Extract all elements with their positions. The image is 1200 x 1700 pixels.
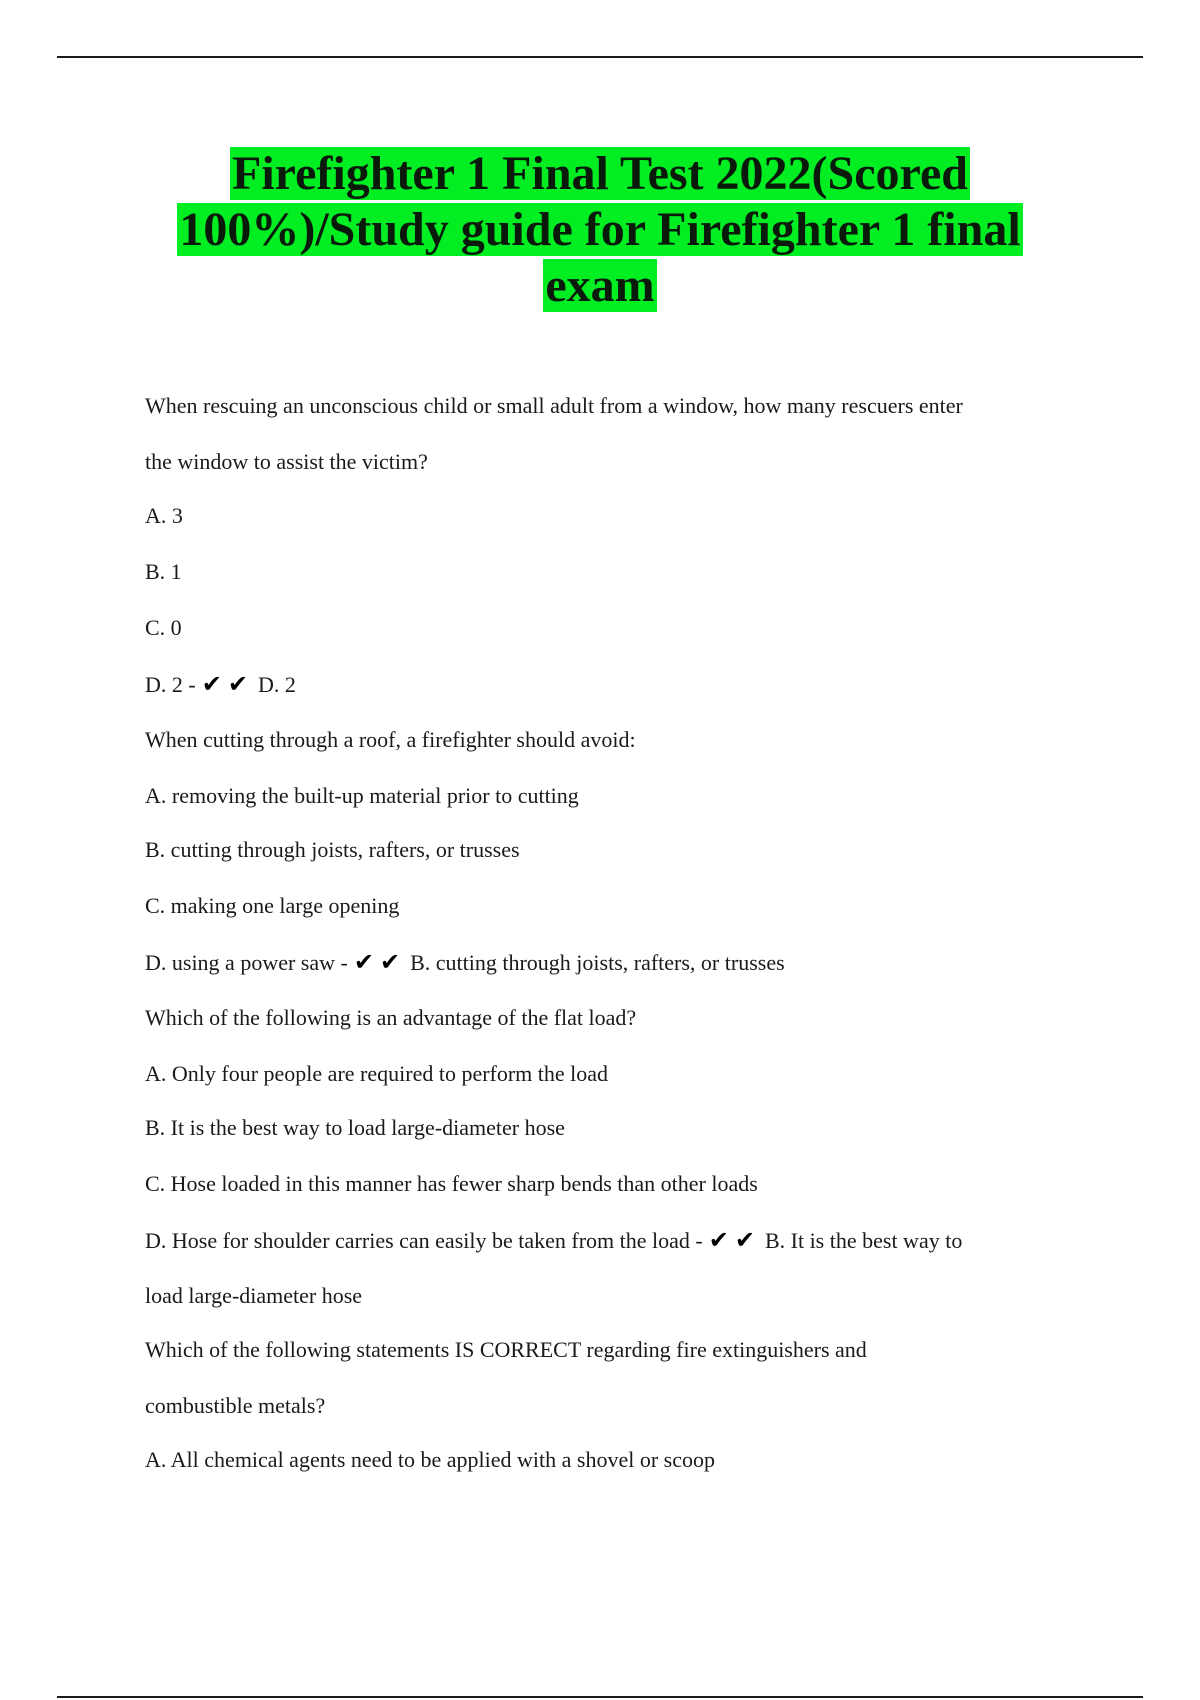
answer-option: C. Hose loaded in this manner has fewer sharp bends than other loads	[145, 1171, 758, 1196]
question-text: combustible metals?	[145, 1393, 326, 1418]
title-line-3: exam	[545, 259, 655, 312]
answer-option: A. All chemical agents need to be applied with a shovel or scoop	[145, 1447, 716, 1472]
footer-rule	[57, 1696, 1143, 1698]
answer-option: C. making one large opening	[145, 893, 400, 918]
answer-option: D. using a power saw -	[145, 950, 348, 975]
answer-option-with-key	[145, 1226, 1075, 1282]
answer-option: B. It is the best way to load large-diameter hose	[145, 1115, 565, 1140]
answer-option: B. 1	[145, 559, 182, 584]
question-text: the window to assist the victim?	[145, 449, 428, 474]
answer-option: C. 0	[145, 615, 182, 640]
correct-answer: B. cutting through joists, rafters, or trusses	[410, 950, 785, 975]
correct-answer: B. It is the best way to	[764, 1228, 963, 1253]
correct-answer: load large-diameter hose	[145, 1283, 363, 1308]
answer-option: D. 2 -	[145, 672, 196, 697]
question-text: When cutting through a roof, a firefighter should avoid:	[145, 727, 636, 752]
answer-option-with-key	[145, 670, 1075, 726]
check-icon: ✔✔	[708, 1226, 761, 1254]
correct-answer: D. 2	[257, 672, 296, 697]
document-body	[145, 392, 1075, 1502]
answer-option: A. Only four people are required to perform the load	[145, 1061, 609, 1086]
check-icon: ✔✔	[353, 948, 407, 976]
check-icon: ✔✔	[201, 670, 254, 698]
question-text: Which of the following statements IS CORRECT regarding fire extinguishers and	[145, 1337, 867, 1362]
question-text: Which of the following is an advantage of the flat load?	[145, 1005, 637, 1030]
answer-option: D. Hose for shoulder carries can easily be taken from the load -	[145, 1228, 703, 1253]
document-title	[100, 146, 1100, 314]
header-rule	[57, 56, 1143, 58]
question-text: When rescuing an unconscious child or small adult from a window, how many rescuers enter	[145, 393, 963, 418]
answer-option: A. 3	[145, 503, 183, 528]
title-line-1: Firefighter 1 Final Test 2022(Scored	[232, 147, 968, 200]
title-line-2: 100%)/Study guide for Firefighter 1 final	[179, 203, 1021, 256]
answer-option-with-key	[145, 948, 1075, 1004]
answer-option: B. cutting through joists, rafters, or trusses	[145, 837, 520, 862]
answer-option: A. removing the built-up material prior to cutting	[145, 783, 579, 808]
